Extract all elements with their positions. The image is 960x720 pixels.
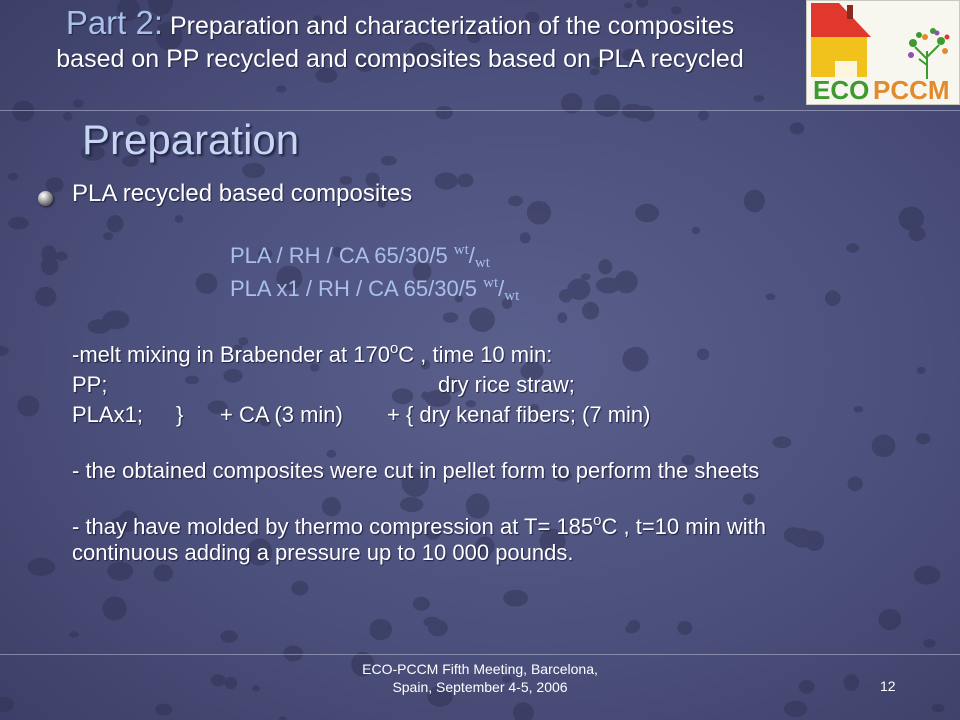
background-dot bbox=[279, 717, 287, 720]
background-dot bbox=[435, 172, 459, 189]
melt-text-pre: -melt mixing in Brabender at 170 bbox=[72, 342, 390, 367]
background-dot bbox=[63, 112, 73, 121]
formula-1-sub: wt bbox=[474, 255, 490, 271]
title-text: Preparation and characterization of the composites bbox=[163, 12, 735, 40]
page-number: 12 bbox=[880, 678, 896, 694]
formula-line-2 bbox=[230, 276, 519, 302]
formula-2-sup: wt bbox=[483, 275, 499, 291]
footer-line-1: ECO-PCCM Fifth Meeting, Barcelona, bbox=[362, 661, 598, 677]
background-dot bbox=[677, 621, 692, 635]
background-dot bbox=[276, 85, 286, 92]
molding-line-1 bbox=[72, 514, 766, 540]
background-dot bbox=[252, 685, 260, 691]
background-dot bbox=[185, 376, 199, 385]
formula-line-1 bbox=[230, 243, 490, 269]
background-dot bbox=[914, 566, 941, 585]
background-dot bbox=[0, 697, 14, 712]
background-dot bbox=[844, 674, 860, 691]
background-dot bbox=[594, 94, 620, 117]
background-dot bbox=[35, 287, 57, 307]
logo-graphic bbox=[807, 1, 959, 104]
pp-row-right: dry rice straw; bbox=[438, 372, 575, 397]
background-dot bbox=[421, 392, 429, 400]
background-dot bbox=[773, 436, 792, 448]
background-dot bbox=[103, 232, 113, 240]
background-dot bbox=[916, 433, 931, 444]
background-dot bbox=[878, 609, 901, 630]
background-dot bbox=[400, 497, 423, 512]
background-dot bbox=[598, 259, 612, 274]
background-dot bbox=[291, 581, 308, 596]
formula-1-main: PLA / RH / CA 65/30/5 bbox=[230, 243, 454, 268]
background-dot bbox=[154, 564, 173, 581]
background-dot bbox=[622, 347, 648, 372]
background-dot bbox=[8, 173, 18, 181]
background-dot bbox=[443, 312, 459, 322]
background-dot bbox=[0, 346, 9, 356]
background-dot bbox=[196, 273, 218, 294]
background-dot bbox=[697, 349, 710, 361]
background-dot bbox=[220, 630, 237, 643]
background-dot bbox=[848, 477, 863, 492]
background-dot bbox=[557, 312, 567, 323]
background-dot bbox=[424, 617, 441, 628]
melt-mixing-line bbox=[72, 342, 552, 368]
background-dot bbox=[931, 704, 944, 712]
background-dot bbox=[55, 251, 68, 260]
bullet-text: PLA recycled based composites bbox=[72, 180, 413, 207]
background-dot bbox=[17, 395, 39, 416]
formula-2-slash: / bbox=[498, 276, 505, 301]
background-dot bbox=[469, 307, 495, 332]
formula-2-main: PLA x1 / RH / CA 65/30/5 bbox=[230, 276, 484, 301]
background-dot bbox=[596, 277, 621, 293]
header-divider bbox=[0, 110, 960, 111]
pp-row-left: PP; bbox=[72, 372, 108, 397]
background-dot bbox=[503, 590, 528, 607]
background-dot bbox=[799, 680, 815, 694]
logo-eco-text: ECO bbox=[813, 75, 870, 104]
background-dot bbox=[73, 99, 84, 107]
background-dot bbox=[692, 227, 701, 234]
background-dot bbox=[457, 174, 473, 188]
mold-degree: o bbox=[593, 512, 602, 529]
background-dot bbox=[753, 95, 764, 102]
background-dot bbox=[622, 104, 644, 119]
background-dot bbox=[211, 674, 226, 686]
background-dot bbox=[698, 110, 709, 121]
pla-row-rest: + { dry kenaf fibers; (7 min) bbox=[387, 402, 651, 427]
background-dot bbox=[567, 279, 590, 300]
background-dot bbox=[766, 293, 776, 300]
background-dot bbox=[743, 493, 755, 505]
background-dot bbox=[435, 106, 453, 119]
background-dot bbox=[508, 196, 523, 207]
formula-1-sup: wt bbox=[453, 242, 469, 258]
melt-text-post: C , time 10 min: bbox=[398, 342, 553, 367]
formula-1-slash: / bbox=[468, 243, 475, 268]
footer-divider bbox=[0, 654, 960, 655]
background-dot bbox=[155, 704, 172, 716]
background-dot bbox=[899, 207, 925, 231]
background-dot bbox=[513, 702, 534, 720]
section-heading: Preparation bbox=[82, 116, 300, 163]
background-dot bbox=[225, 677, 238, 689]
background-dot bbox=[791, 528, 813, 548]
background-dot bbox=[582, 302, 599, 320]
title-part-label: Part 2: bbox=[65, 4, 164, 41]
background-dot bbox=[854, 406, 864, 413]
background-dot bbox=[107, 215, 124, 232]
background-dot bbox=[12, 101, 34, 122]
background-dot bbox=[790, 122, 805, 134]
background-dot bbox=[744, 190, 765, 213]
background-dot bbox=[825, 290, 841, 306]
background-dot bbox=[381, 156, 397, 166]
pellet-cut-line: - the obtained composites were cut in pellet form to perform the sheets bbox=[72, 458, 760, 483]
logo-pccm-text: PCCM bbox=[873, 75, 950, 104]
pla-row-ca: + CA (3 min) bbox=[220, 402, 343, 427]
background-dot bbox=[625, 625, 637, 633]
background-dot bbox=[369, 619, 392, 640]
background-dot bbox=[917, 367, 926, 374]
mold-text-pre: - thay have molded by thermo compression at T= 185 bbox=[72, 514, 594, 539]
background-dot bbox=[242, 163, 265, 178]
background-dot bbox=[175, 215, 184, 223]
pla-row-brace: } bbox=[176, 402, 184, 427]
background-dot bbox=[88, 319, 111, 334]
footer-line-2: Spain, September 4-5, 2006 bbox=[392, 679, 568, 695]
background-dot bbox=[46, 177, 64, 193]
title-line-2: based on PP recycled and composites based on PLA recycled bbox=[56, 45, 744, 73]
background-dot bbox=[413, 597, 430, 611]
melt-degree: o bbox=[389, 340, 399, 357]
background-dot bbox=[581, 273, 591, 280]
background-dot bbox=[635, 204, 659, 222]
mold-text-post: C , t=10 min with bbox=[601, 514, 766, 539]
bullet-icon bbox=[38, 191, 53, 206]
background-dot bbox=[28, 558, 56, 576]
background-dot bbox=[846, 243, 859, 252]
title-line-1 bbox=[0, 6, 800, 43]
footer-text bbox=[330, 660, 630, 696]
background-dot bbox=[8, 217, 28, 230]
background-dot bbox=[223, 369, 242, 383]
background-dot bbox=[69, 631, 79, 637]
background-dot bbox=[872, 435, 896, 458]
background-dot bbox=[103, 596, 127, 620]
background-dot bbox=[326, 450, 336, 458]
background-dot bbox=[784, 701, 807, 717]
background-dot bbox=[527, 201, 551, 225]
background-dot bbox=[923, 639, 936, 648]
background-dot bbox=[41, 245, 56, 261]
background-dot bbox=[520, 232, 531, 243]
molding-line-2: continuous adding a pressure up to 10 000 pounds. bbox=[72, 540, 574, 565]
slide-title bbox=[0, 6, 800, 75]
formula-2-sub: wt bbox=[504, 288, 520, 304]
pla-row-left: PLAx1; bbox=[72, 402, 143, 427]
eco-pccm-logo bbox=[806, 0, 960, 105]
